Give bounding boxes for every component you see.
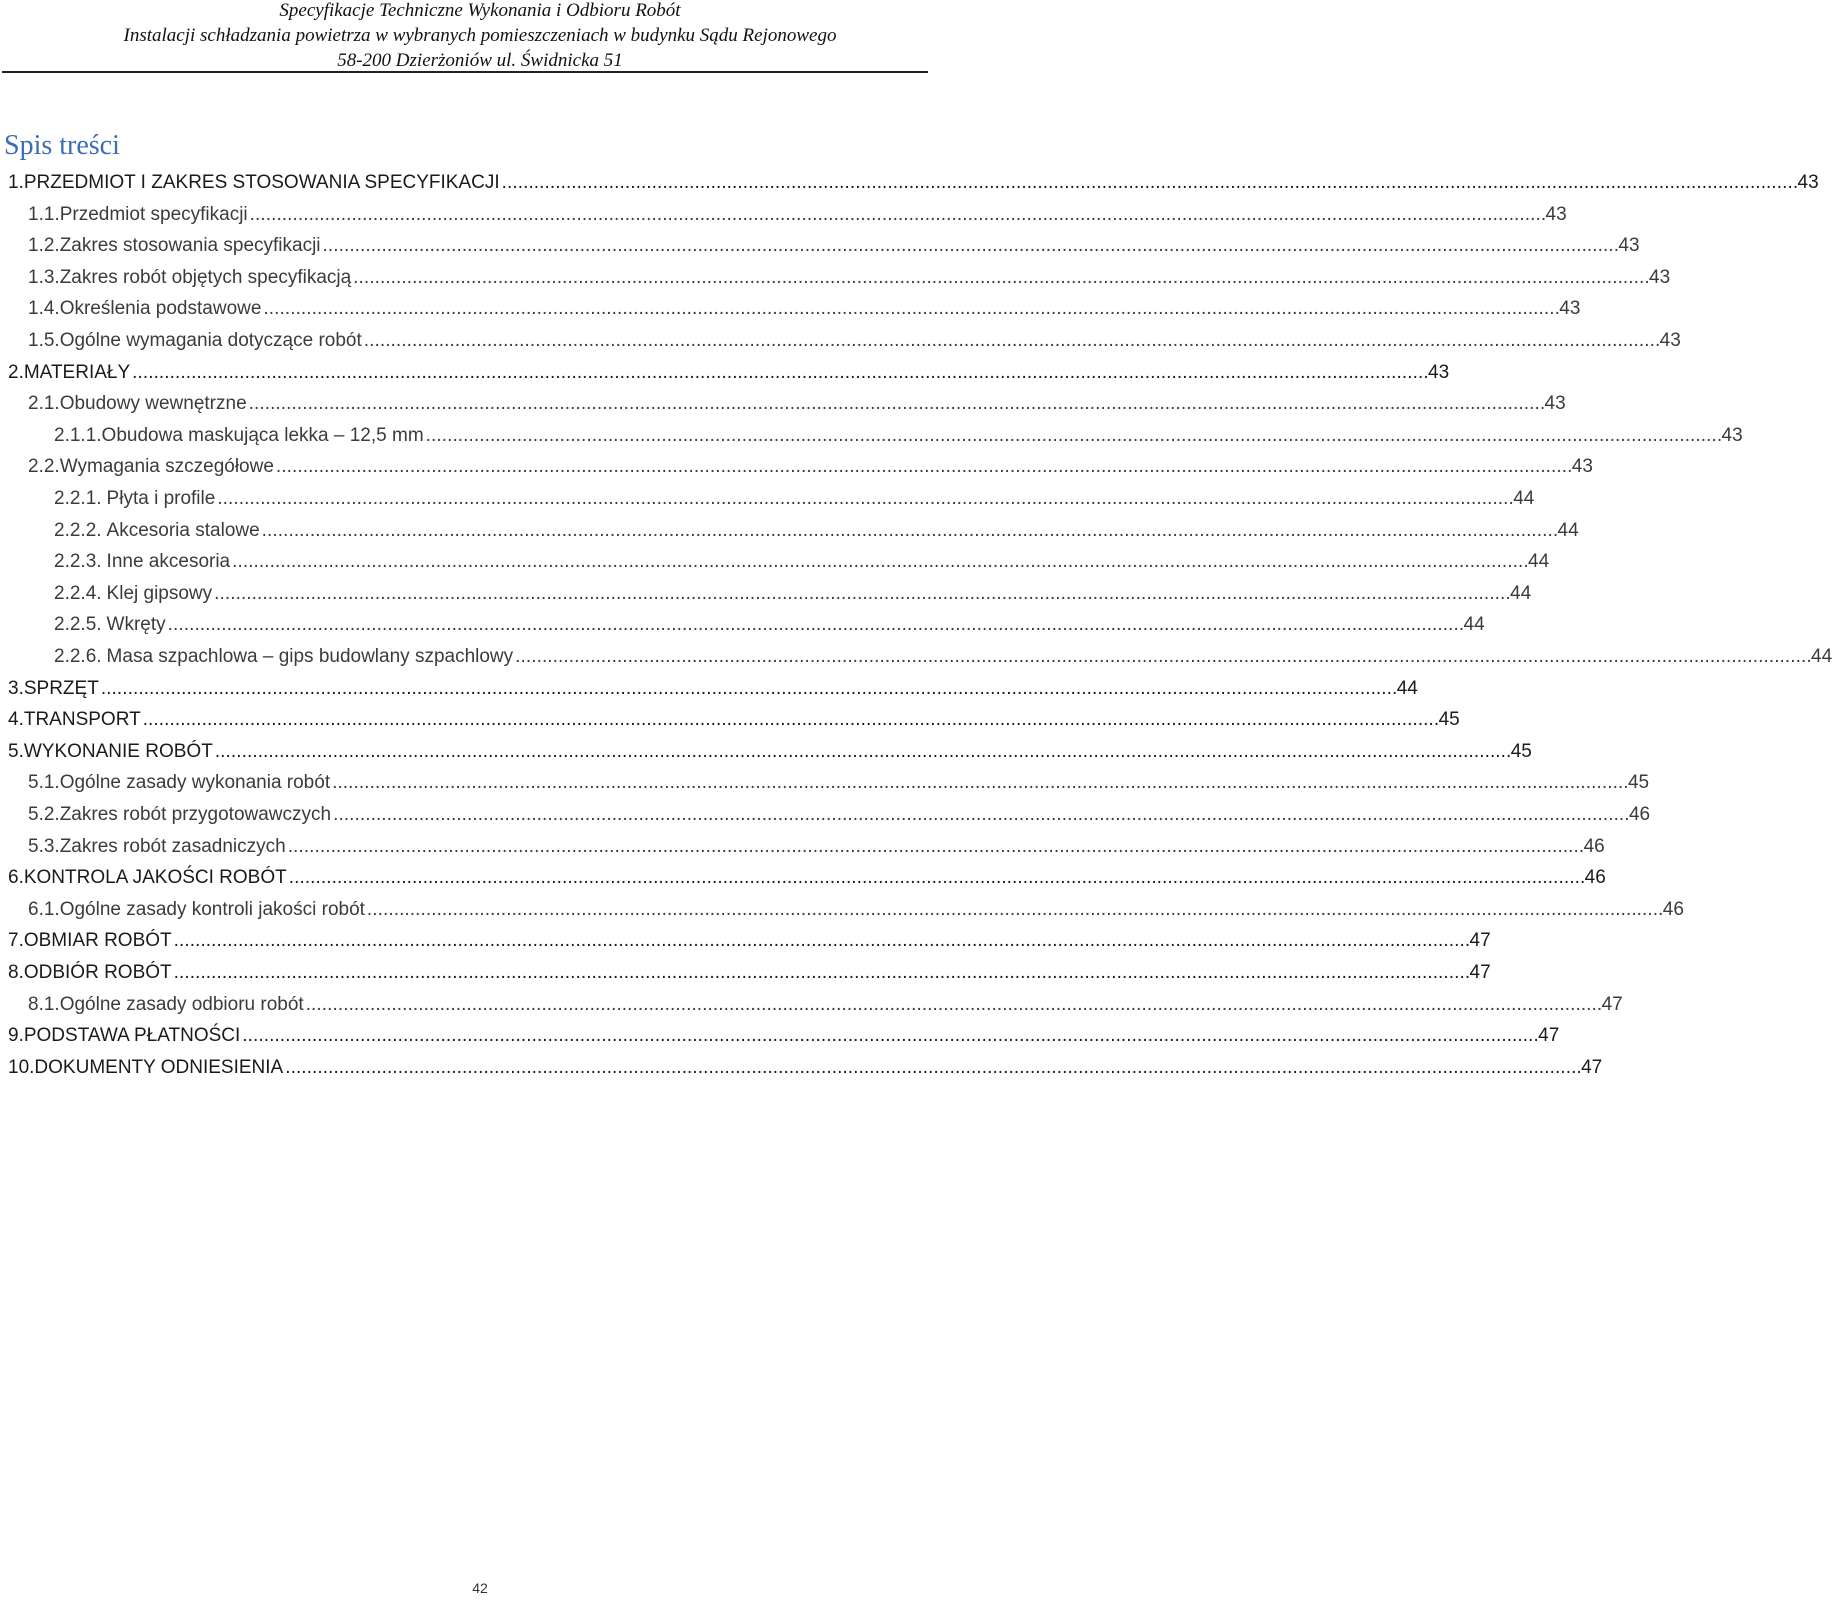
toc-dot-leader bbox=[262, 516, 1556, 546]
toc-entry-title: Klej gipsowy bbox=[106, 582, 213, 604]
toc-entry-title: Wymagania szczegółowe bbox=[59, 456, 274, 478]
toc-entry-number: 5. bbox=[8, 740, 24, 762]
toc-entry-title: Określenia podstawowe bbox=[59, 298, 262, 320]
toc-entry[interactable] bbox=[0, 674, 1418, 704]
toc-entry-title: PODSTAWA PŁATNOŚCI bbox=[23, 1025, 241, 1047]
toc-entry-page: 47 bbox=[1601, 993, 1623, 1015]
toc-entry[interactable] bbox=[0, 737, 1532, 767]
toc-entry-title: Przedmiot specyfikacji bbox=[59, 203, 248, 225]
toc-entry-title: PRZEDMIOT I ZAKRES STOSOWANIA SPECYFIKACJI bbox=[23, 172, 500, 193]
toc-entry-title: Zakres robót przygotowawczych bbox=[59, 804, 332, 825]
header-title: Specyfikacje Techniczne Wykonania i Odbioru Robót bbox=[279, 0, 681, 21]
toc-dot-leader bbox=[332, 768, 1626, 798]
toc-dot-leader bbox=[217, 484, 1511, 514]
toc-dot-leader bbox=[263, 294, 1557, 324]
toc-entry[interactable] bbox=[0, 579, 1532, 609]
toc-dot-leader bbox=[132, 358, 1426, 388]
toc-entry-title: Wkręty bbox=[106, 614, 166, 636]
toc-dot-leader bbox=[214, 579, 1508, 609]
toc-dot-leader bbox=[174, 926, 1468, 956]
toc-entry-page: 43 bbox=[1721, 424, 1743, 446]
toc-entry-page: 43 bbox=[1649, 266, 1671, 288]
toc-entry[interactable] bbox=[0, 358, 1450, 388]
toc-dot-leader bbox=[242, 1021, 1536, 1051]
toc-entry[interactable] bbox=[0, 1021, 1560, 1051]
toc-entry-page: 44 bbox=[1557, 519, 1579, 541]
toc-entry[interactable] bbox=[0, 895, 1684, 925]
toc-dot-leader bbox=[101, 674, 1395, 704]
toc-entry[interactable] bbox=[0, 547, 1550, 577]
toc-entry-title: MATERIAŁY bbox=[23, 361, 131, 383]
toc-entry[interactable] bbox=[0, 516, 1579, 546]
toc-entry-title: Ogólne zasady odbioru robót bbox=[59, 993, 304, 1015]
toc-entry-title: Obudowa maskująca lekka – 12,5 mm bbox=[101, 424, 424, 446]
toc-entry-number: 8. bbox=[8, 962, 24, 983]
toc-entry-number: 2.2.6. bbox=[54, 646, 102, 667]
toc-entry[interactable] bbox=[0, 800, 1651, 830]
toc-dot-leader bbox=[143, 705, 1437, 735]
toc-entry-title: SPRZĘT bbox=[23, 677, 99, 699]
toc-entry[interactable] bbox=[0, 832, 1605, 862]
toc-entry-title: OBMIAR ROBÓT bbox=[23, 930, 172, 952]
toc-entry[interactable] bbox=[0, 926, 1491, 956]
toc-entry-page: 43 bbox=[1545, 203, 1567, 225]
toc-dot-leader bbox=[288, 832, 1582, 862]
toc-entry-page: 44 bbox=[1528, 551, 1550, 573]
toc-entry-number: 2.1. bbox=[28, 393, 60, 415]
toc-entry-title: Masa szpachlowa – gips budowlany szpachlowy bbox=[106, 646, 514, 667]
header-divider bbox=[2, 71, 928, 73]
toc-entry-page: 44 bbox=[1811, 646, 1832, 667]
toc-dot-leader bbox=[353, 263, 1647, 293]
toc-entry-title: WYKONANIE ROBÓT bbox=[23, 740, 213, 762]
toc-dot-leader bbox=[367, 895, 1661, 925]
toc-entry[interactable] bbox=[0, 1053, 1603, 1083]
toc-entry-number: 1.2. bbox=[28, 235, 60, 257]
toc-entry-page: 43 bbox=[1797, 172, 1819, 193]
toc-entry-number: 10. bbox=[8, 1056, 35, 1078]
toc-entry-number: 2.2.3. bbox=[54, 551, 102, 573]
header-subtitle: Instalacji schładzania powietrza w wybranych pomieszczeniach w budynku Sądu Rejonowego bbox=[123, 25, 837, 46]
toc-dot-leader bbox=[249, 389, 1543, 419]
toc-entry[interactable] bbox=[0, 263, 1671, 293]
toc-entry-number: 7. bbox=[8, 930, 24, 952]
toc-entry-number: 2.2.1. bbox=[54, 488, 102, 509]
toc-entry-title: KONTROLA JAKOŚCI ROBÓT bbox=[23, 867, 287, 889]
toc-dot-leader bbox=[306, 990, 1600, 1020]
toc-entry-number: 1.5. bbox=[28, 330, 60, 351]
toc-entry-number: 6.1. bbox=[28, 898, 60, 920]
toc-entry-number: 4. bbox=[8, 709, 24, 731]
toc-entry-page: 45 bbox=[1627, 772, 1650, 794]
toc-entry-number: 1.4. bbox=[28, 298, 60, 320]
toc-title: Spis treści bbox=[4, 130, 120, 161]
toc-entry-page: 47 bbox=[1581, 1056, 1603, 1078]
toc-entry[interactable] bbox=[0, 421, 1743, 451]
toc-entry-title: Akcesoria stalowe bbox=[106, 519, 260, 541]
page-header bbox=[0, 0, 960, 73]
toc-entry[interactable] bbox=[0, 768, 1650, 798]
toc-entry[interactable] bbox=[0, 863, 1606, 893]
toc-entry-title: Zakres stosowania specyfikacji bbox=[59, 235, 321, 257]
toc-entry-page: 44 bbox=[1463, 614, 1485, 636]
toc-entry-page: 43 bbox=[1544, 393, 1566, 415]
toc-entry[interactable] bbox=[0, 452, 1593, 482]
toc-dot-leader bbox=[215, 737, 1509, 767]
toc-entry-number: 2.1.1. bbox=[54, 424, 102, 446]
toc-entry-title: Zakres robót zasadniczych bbox=[59, 835, 286, 857]
toc-dot-leader bbox=[285, 1053, 1579, 1083]
toc-entry-number: 5.3. bbox=[28, 835, 60, 857]
toc-entry[interactable] bbox=[0, 294, 1581, 324]
toc-entry-number: 5.1. bbox=[28, 772, 60, 794]
toc-entry[interactable] bbox=[0, 389, 1566, 419]
toc-entry-page: 46 bbox=[1583, 835, 1605, 857]
toc-dot-leader bbox=[276, 452, 1570, 482]
toc-entry[interactable] bbox=[0, 200, 1567, 230]
toc-entry-number: 1.1. bbox=[28, 203, 60, 225]
toc-entry[interactable] bbox=[0, 231, 1640, 261]
toc-dot-leader bbox=[174, 958, 1468, 988]
toc-dot-leader bbox=[323, 231, 1617, 261]
toc-dot-leader bbox=[426, 421, 1720, 451]
toc-entry[interactable] bbox=[0, 705, 1460, 735]
toc-dot-leader bbox=[289, 863, 1583, 893]
toc-entry-number: 8.1. bbox=[28, 993, 60, 1015]
toc-entry[interactable] bbox=[0, 990, 1623, 1020]
toc-entry-title: Ogólne wymagania dotyczące robót bbox=[59, 330, 362, 351]
toc-entry-page: 46 bbox=[1662, 898, 1684, 920]
toc-entry-number: 9. bbox=[8, 1025, 24, 1047]
toc-entry-page: 47 bbox=[1538, 1025, 1560, 1047]
toc-entry-title: Ogólne zasady wykonania robót bbox=[59, 772, 331, 794]
toc-dot-leader bbox=[502, 168, 1796, 198]
toc-entry-number: 1. bbox=[8, 172, 24, 193]
toc-entry[interactable] bbox=[0, 326, 1681, 356]
toc-entry-number: 1.3. bbox=[28, 266, 60, 288]
toc-entry-page: 43 bbox=[1571, 456, 1593, 478]
toc-entry-page: 43 bbox=[1659, 330, 1681, 351]
toc-entry-page: 47 bbox=[1469, 962, 1491, 983]
toc-entry-number: 2.2. bbox=[28, 456, 60, 478]
toc-entry[interactable] bbox=[0, 610, 1485, 640]
toc-entry-page: 47 bbox=[1469, 930, 1491, 952]
toc-entry-title: TRANSPORT bbox=[23, 709, 141, 731]
toc-entry-title: ODBIÓR ROBÓT bbox=[23, 962, 172, 983]
toc-dot-leader bbox=[232, 547, 1526, 577]
toc-dot-leader bbox=[364, 326, 1658, 356]
toc-dot-leader bbox=[168, 610, 1462, 640]
toc-entry-page: 46 bbox=[1628, 804, 1651, 825]
toc-entry-title: Inne akcesoria bbox=[106, 551, 231, 573]
toc-entry-number: 2.2.2. bbox=[54, 519, 102, 541]
toc-entry-page: 43 bbox=[1618, 235, 1640, 257]
page-number: 42 bbox=[472, 1580, 488, 1596]
toc-entry-number: 5.2. bbox=[28, 804, 60, 825]
header-address: 58-200 Dzierżoniów ul. Świdnicka 51 bbox=[337, 50, 623, 71]
toc-entry-number: 2.2.4. bbox=[54, 582, 102, 604]
toc-entry-title: Obudowy wewnętrzne bbox=[59, 393, 247, 415]
toc-entry-page: 45 bbox=[1510, 740, 1532, 762]
toc-entry-number: 2.2.5. bbox=[54, 614, 102, 636]
toc-entry[interactable] bbox=[0, 484, 1535, 514]
toc-entry[interactable] bbox=[0, 168, 1819, 198]
toc-entry-title: DOKUMENTY ODNIESIENIA bbox=[34, 1056, 284, 1078]
toc-entry-title: Płyta i profile bbox=[106, 488, 216, 509]
toc-entry[interactable] bbox=[0, 642, 1832, 672]
toc-entry-page: 43 bbox=[1559, 298, 1581, 320]
toc-entry-number: 2. bbox=[8, 361, 24, 383]
toc-dot-leader bbox=[250, 200, 1544, 230]
toc-dot-leader bbox=[515, 642, 1809, 672]
toc-entry-number: 6. bbox=[8, 867, 24, 889]
toc-entry-title: Ogólne zasady kontroli jakości robót bbox=[59, 898, 365, 920]
toc-dot-leader bbox=[333, 800, 1627, 830]
toc-entry-page: 46 bbox=[1584, 867, 1606, 889]
toc-entry-page: 44 bbox=[1396, 677, 1418, 699]
toc-entry-title: Zakres robót objętych specyfikacją bbox=[59, 266, 352, 288]
toc-entry[interactable] bbox=[0, 958, 1491, 988]
toc-entry-page: 45 bbox=[1438, 709, 1460, 731]
toc-entry-page: 43 bbox=[1428, 361, 1450, 383]
toc-entry-page: 44 bbox=[1510, 582, 1532, 604]
toc-entry-number: 3. bbox=[8, 677, 24, 699]
toc-entry-page: 44 bbox=[1513, 488, 1535, 509]
